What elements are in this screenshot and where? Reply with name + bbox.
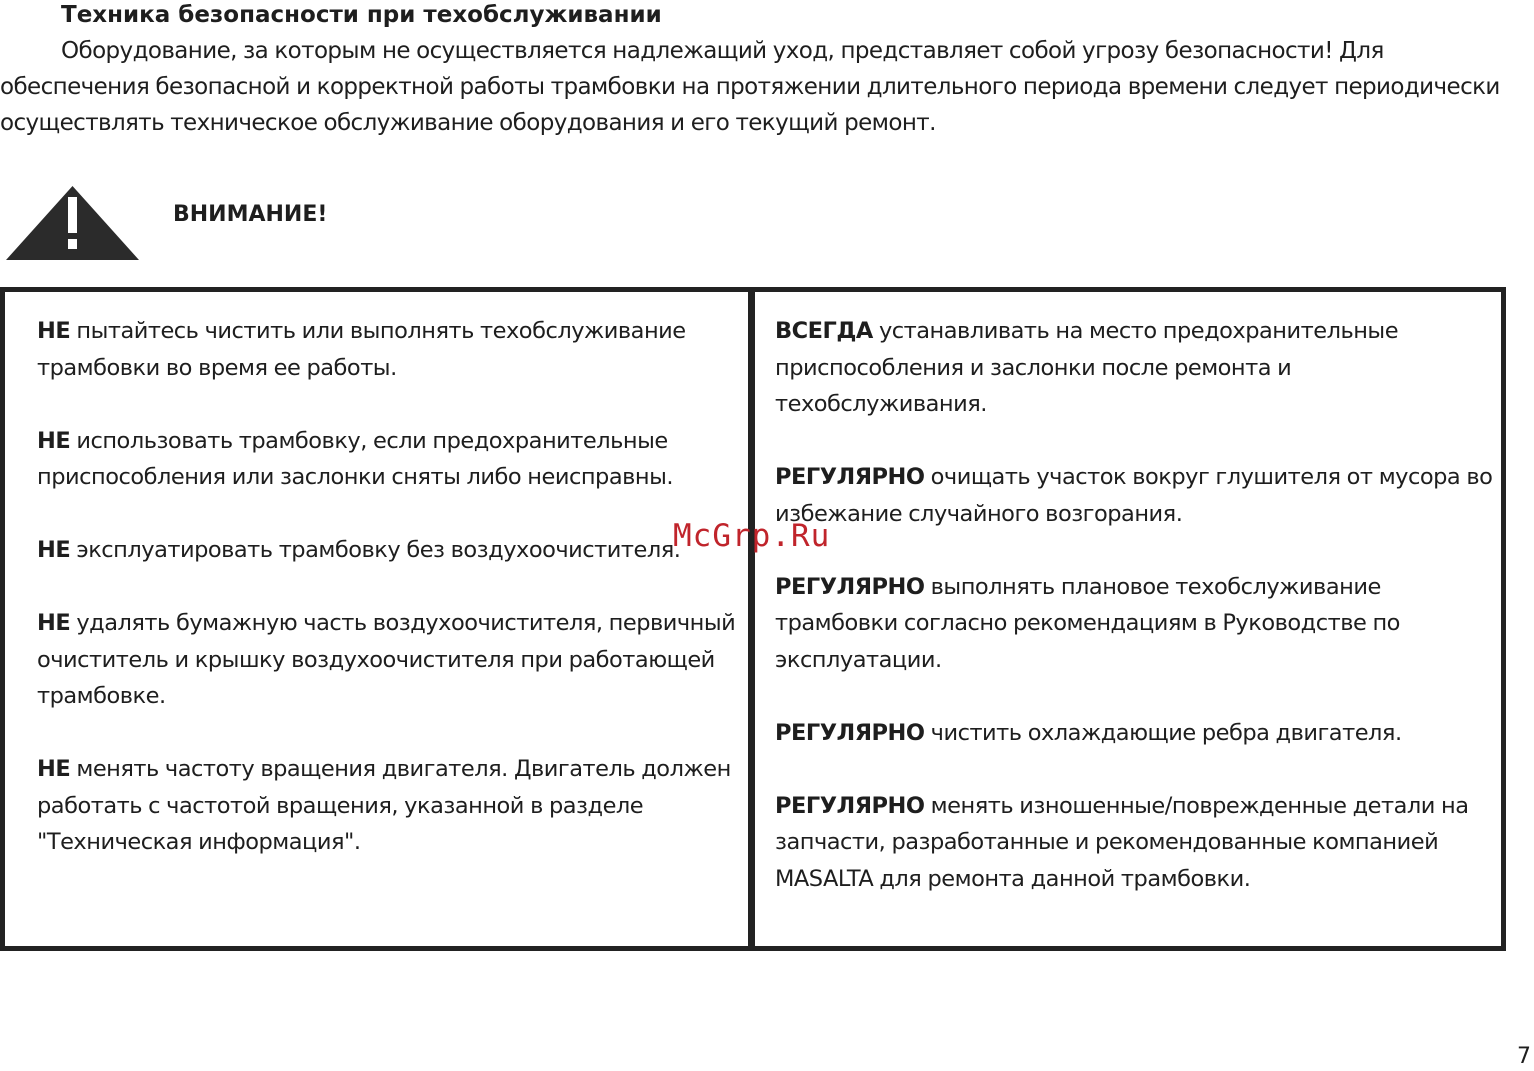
rule-item <box>37 423 743 496</box>
warning-label: ВНИМАНИЕ! <box>173 202 328 227</box>
rule-keyword: РЕГУЛЯРНО <box>775 464 925 490</box>
rule-text: использовать трамбовку, если предохранительные приспособления или заслонки сняты либо неисправны. <box>37 427 673 490</box>
rule-text: чистить охлаждающие ребра двигателя. <box>924 719 1402 746</box>
rule-keyword: НЕ <box>37 537 71 563</box>
rule-keyword: РЕГУЛЯРНО <box>775 573 925 600</box>
rule-item <box>37 751 743 861</box>
rule-keyword: НЕ <box>37 756 71 782</box>
rule-text: очищать участок вокруг глушителя от мусора во избежание случайного возгорания. <box>775 464 1493 527</box>
rule-keyword: РЕГУЛЯРНО <box>775 792 925 819</box>
exclamation-triangle-icon <box>5 185 140 261</box>
page-number: 7 <box>1517 1044 1531 1069</box>
rule-item <box>775 459 1497 532</box>
rule-text: удалять бумажную часть воздухоочистителя, первичный очиститель и крышку воздухоочистителя при работающей трамбовке. <box>37 610 736 709</box>
rule-keyword: НЕ <box>37 427 71 454</box>
rule-keyword: ВСЕГДА <box>775 318 873 344</box>
intro-paragraph: Оборудование, за которым не осуществляется надлежащий уход, представляет собой угрозу безопасности! Для обеспечения безопасной и корректной работы трамбовки на протяжении длительного периода времени следует периодически осуществлять техническое обслуживание оборудования и его текущий ремонт. <box>0 38 1500 136</box>
rule-item <box>37 313 743 386</box>
requirements-column <box>775 313 1497 897</box>
column-divider <box>748 287 755 951</box>
rule-keyword: РЕГУЛЯРНО <box>775 719 925 746</box>
rule-text: устанавливать на место предохранительные приспособления и заслонки после ремонта и техобслуживания. <box>775 318 1399 417</box>
rule-text: пытайтесь чистить или выполнять техобслуживание трамбовки во время ее работы. <box>37 318 686 381</box>
rule-keyword: НЕ <box>37 318 71 344</box>
rule-text: выполнять плановое техобслуживание трамбовки согласно рекомендациям в Руководстве по эксплуатации. <box>775 573 1400 673</box>
rule-item <box>37 605 743 715</box>
watermark: McGrp.Ru <box>673 518 831 554</box>
rule-text: эксплуатировать трамбовку без воздухоочистителя. <box>70 537 681 563</box>
rule-keyword: НЕ <box>37 610 71 636</box>
rule-text: менять изношенные/поврежденные детали на запчасти, разработанные и рекомендованные компанией MASALTA для ремонта данной трамбовки. <box>775 792 1469 892</box>
rule-item <box>775 569 1497 679</box>
rule-item <box>775 788 1497 898</box>
rule-item <box>775 313 1497 423</box>
rule-item <box>775 715 1497 752</box>
rule-item <box>37 532 743 569</box>
section-heading: Техника безопасности при техобслуживании <box>61 2 662 28</box>
rule-text: менять частоту вращения двигателя. Двигатель должен работать с частотой вращения, указанной в разделе "Техническая информация". <box>37 756 731 855</box>
prohibitions-column <box>37 313 743 861</box>
